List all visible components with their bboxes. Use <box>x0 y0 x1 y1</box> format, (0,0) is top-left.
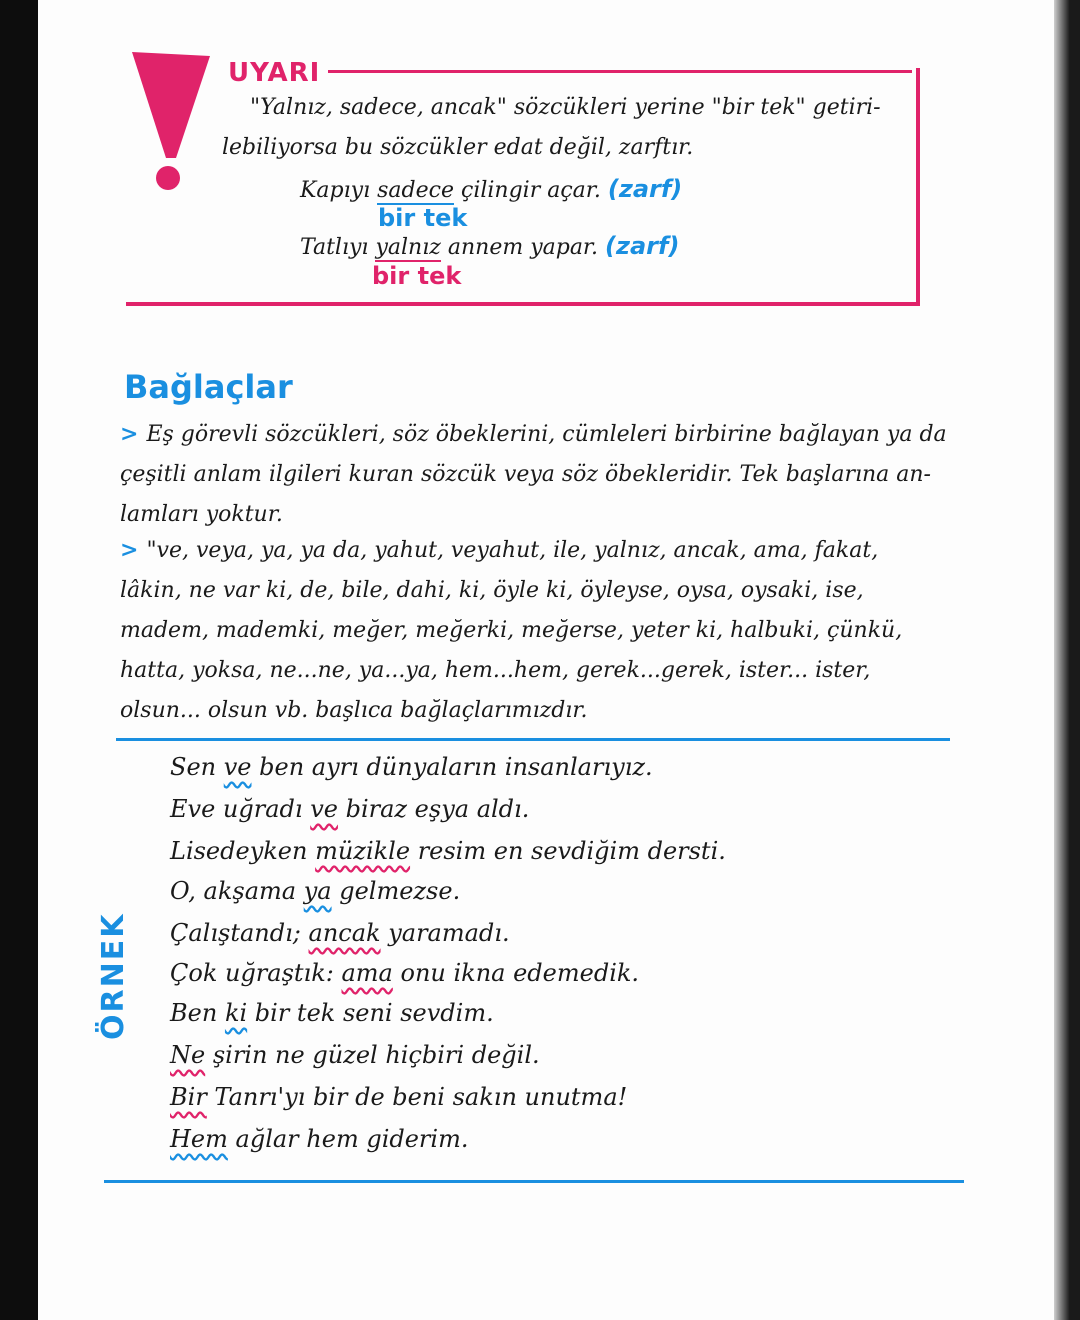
list-line <box>120 530 950 571</box>
example-sentence <box>170 1040 540 1070</box>
conjunction-keyword: ama <box>341 959 393 987</box>
arrow-icon: > <box>120 421 139 447</box>
example-2-post: annem yapar. <box>447 235 599 260</box>
example-sentence <box>170 998 494 1028</box>
definition-line-2: çeşitli anlam ilgileri kuran sözcük veya söz öbekleridir. Tek başlarına an- <box>120 462 931 487</box>
sentence-text: Sen <box>170 753 224 781</box>
warning-text-line1: "Yalnız, sadece, ancak" sözcükleri yerine "bir tek" getiri- <box>250 95 881 120</box>
sentence-text: Lisedeyken <box>170 837 316 865</box>
section-title: Bağlaçlar <box>124 368 293 406</box>
example-2-pre: Tatlıyı <box>300 235 369 260</box>
sentence-text: O, akşama <box>170 877 304 905</box>
list-line-4: hatta, yoksa, ne...ne, ya...ya, hem...hem, gerek...gerek, ister... ister, <box>120 658 871 683</box>
definition-line-1: Eş görevli sözcükleri, söz öbeklerini, cümleleri birbirine bağlayan ya da <box>146 422 947 447</box>
divider-bottom <box>104 1180 964 1183</box>
example-label: ÖRNEK <box>96 912 131 1040</box>
sentence-text: bir tek seni sevdim. <box>247 999 494 1027</box>
sentence-text: resim en sevdiğim dersti. <box>410 837 726 865</box>
sentence-text: Tanrı'yı bir de beni sakın unutma! <box>206 1083 628 1111</box>
definition-paragraph <box>120 414 950 535</box>
example-1-replacement: bir tek <box>378 204 468 232</box>
conjunction-keyword: ki <box>224 999 248 1027</box>
conjunction-keyword: ve <box>310 795 338 823</box>
page-edge-shadow <box>1054 0 1080 1320</box>
example-2-word: yalnız <box>375 235 441 260</box>
sentence-text: Ben <box>170 999 225 1027</box>
example-2-replacement: bir tek <box>372 262 462 290</box>
example-1-word: sadece <box>377 178 454 203</box>
sentence-text: Çalıştandı; <box>170 919 309 947</box>
example-sentence <box>170 958 639 988</box>
example-sentence <box>170 876 460 906</box>
example-1-post: çilingir açar. <box>461 178 601 203</box>
example-sentence <box>170 836 726 866</box>
conjunction-list-paragraph <box>120 530 950 731</box>
sentence-text: biraz eşya aldı. <box>337 795 530 823</box>
sentence-text: gelmezse. <box>331 877 461 905</box>
example-sentence <box>170 1124 468 1154</box>
conjunction-keyword: ve <box>223 753 252 781</box>
warning-example-2 <box>300 232 679 260</box>
warning-text-line2: lebiliyorsa bu sözcükler edat değil, zarftır. <box>222 135 694 160</box>
conjunction-keyword: ancak <box>308 919 381 947</box>
example-sentence <box>170 752 653 782</box>
divider-top <box>116 738 950 741</box>
example-sentence <box>170 918 510 948</box>
definition-line-3: lamları yoktur. <box>120 502 283 527</box>
example-1-pre: Kapıyı <box>300 178 371 203</box>
conjunction-keyword: ya <box>303 877 332 905</box>
list-line-1: "ve, veya, ya, ya da, yahut, veyahut, ile, yalnız, ancak, ama, fakat, <box>146 538 879 563</box>
sentence-text: yaramadı. <box>380 919 510 947</box>
list-line-2: lâkin, ne var ki, de, bile, dahi, ki, öyle ki, öyleyse, oysa, oysaki, ise, <box>120 578 864 603</box>
warning-title: UYARI <box>228 58 321 88</box>
example-1-tag: (zarf) <box>607 175 683 203</box>
sentence-text: ben ayrı dünyaların insanlarıyız. <box>251 753 653 781</box>
conjunction-keyword: Bir <box>170 1083 207 1111</box>
arrow-icon: > <box>120 537 139 563</box>
list-line-3: madem, mademki, meğer, meğerki, meğerse, yeter ki, halbuki, çünkü, <box>120 618 903 643</box>
conjunction-keyword: Ne <box>170 1041 206 1069</box>
sentence-text: onu ikna edemedik. <box>392 959 640 987</box>
sentence-text: Eve uğradı <box>170 795 311 823</box>
sentence-text: Çok uğraştık: <box>170 959 342 987</box>
definition-line <box>120 414 950 455</box>
example-2-tag: (zarf) <box>605 232 680 260</box>
example-sentence <box>170 1082 627 1112</box>
conjunction-keyword: müzikle <box>315 837 411 865</box>
example-sentence <box>170 794 529 824</box>
warning-example-1 <box>300 175 682 203</box>
sentence-text: şirin ne güzel hiçbiri değil. <box>205 1041 540 1069</box>
list-line-5: olsun... olsun vb. başlıca bağlaçlarımızdır. <box>120 698 588 723</box>
conjunction-keyword: Hem <box>170 1125 228 1153</box>
sentence-text: ağlar hem giderim. <box>227 1125 469 1153</box>
